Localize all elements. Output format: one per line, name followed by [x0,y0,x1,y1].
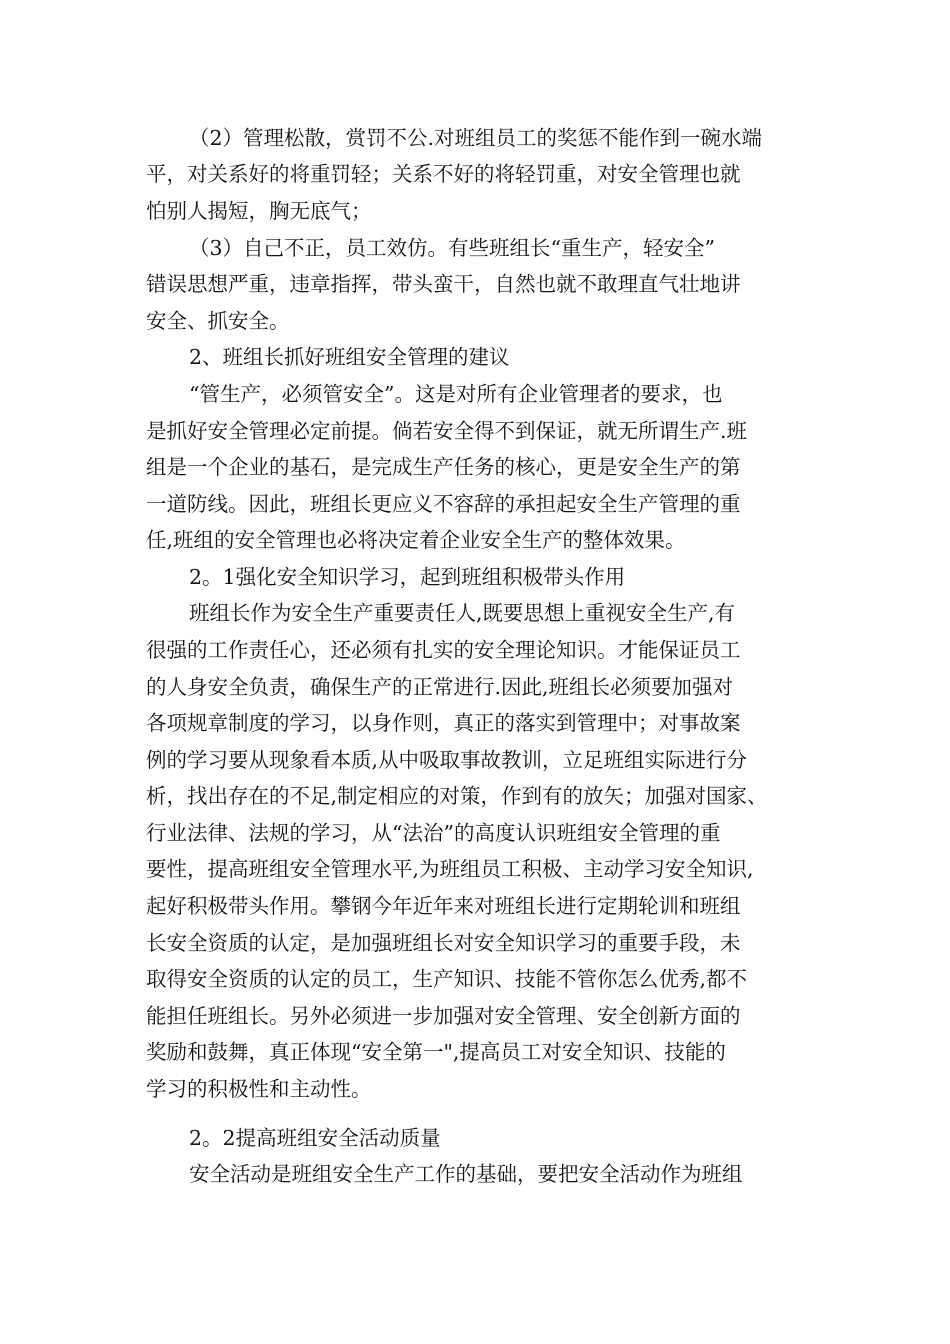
subsection-heading: 2。1强化安全知识学习，起到班组积极带头作用 [189,565,626,589]
text-line: 安全、抓安全。 [146,309,290,333]
text-line: 错误思想严重，违章指挥，带头蛮干，自然也就不敢理直气壮地讲 [146,272,741,296]
section-heading: 2、班组长抓好班组安全管理的建议 [189,345,510,369]
text-line: 组是一个企业的基石，是完成生产任务的核心，更是安全生产的第 [146,455,741,479]
text-line: 怕别人揭短，胸无底气； [146,199,372,223]
text-line: （2）管理松散，赏罚不公.对班组员工的奖惩不能作到一碗水端 [189,126,763,150]
text-line: 班组长作为安全生产重要责任人,既要思想上重视安全生产,有 [189,601,736,625]
text-line: （3）自己不正，员工效仿。有些班组长“重生产，轻安全” [189,236,716,260]
text-line: 的人身安全负责，确保生产的正常进行.因此,班组长必须要加强对 [146,675,734,699]
text-line: 各项规章制度的学习，以身作则，真正的落实到管理中；对事故案 [146,711,741,735]
text-line: 要性，提高班组安全管理水平,为班组员工积极、主动学习安全知识, [146,857,754,881]
text-line: 取得安全资质的认定的员工，生产知识、技能不管你怎么优秀,都不 [146,967,748,991]
text-line: 起好积极带头作用。攀钢今年近年来对班组长进行定期轮训和班组 [146,894,741,918]
text-line: 能担任班组长。另外必须进一步加强对安全管理、安全创新方面的 [146,1004,741,1028]
text-line: 行业法律、法规的学习，从“法治”的高度认识班组安全管理的重 [146,821,721,845]
text-line: 安全活动是班组安全生产工作的基础，要把安全活动作为班组 [189,1162,743,1186]
text-line: 任,班组的安全管理也必将决定着企业安全生产的整体效果。 [146,528,686,552]
text-line: 很强的工作责任心，还必须有扎实的安全理论知识。才能保证员工 [146,638,741,662]
text-line: 学习的积极性和主动性。 [146,1077,372,1101]
text-line: 奖励和鼓舞，真正体现“安全第一",提高员工对安全知识、技能的 [146,1040,726,1064]
text-line: 析，找出存在的不足,制定相应的对策，作到有的放矢；加强对国家、 [146,784,768,808]
text-line: 长安全资质的认定，是加强班组长对安全知识学习的重要手段，未 [146,931,741,955]
subsection-heading: 2。2提高班组安全活动质量 [189,1126,441,1150]
text-line: 一道防线。因此，班组长更应义不容辞的承担起安全生产管理的重 [146,492,741,516]
text-line: 平，对关系好的将重罚轻；关系不好的将轻罚重，对安全管理也就 [146,162,741,186]
text-line: 例的学习要从现象看本质,从中吸取事故教训，立足班组实际进行分 [146,748,748,772]
text-line: “管生产，必须管安全”。这是对所有企业管理者的要求，也 [189,382,723,406]
text-line: 是抓好安全管理必定前提。倘若安全得不到保证，就无所谓生产.班 [146,419,748,443]
